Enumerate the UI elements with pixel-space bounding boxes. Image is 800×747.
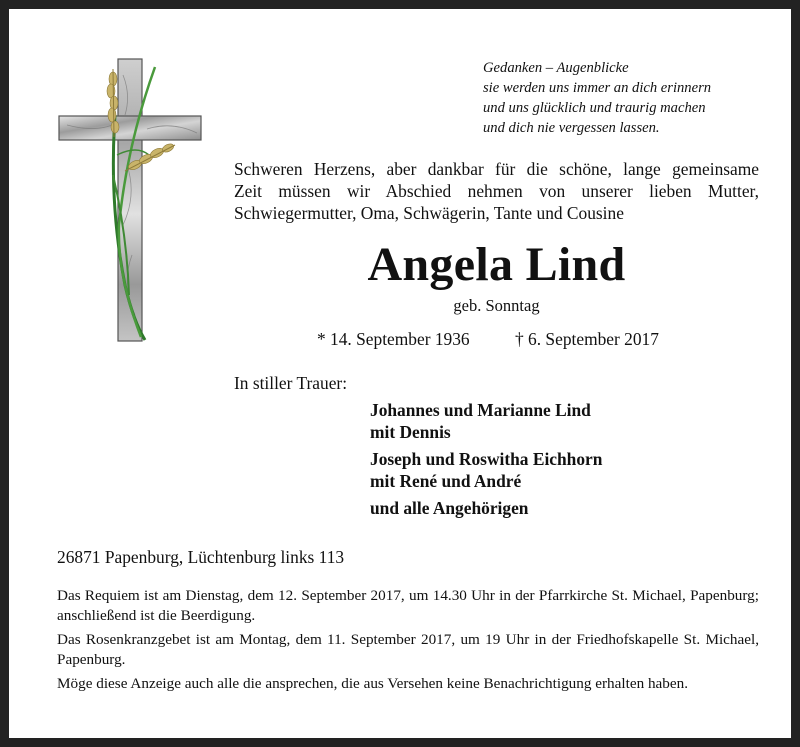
poem-line: und dich nie vergessen lassen. bbox=[483, 120, 660, 136]
mourner-line: mit René und André bbox=[370, 471, 522, 491]
birth-date: * 14. September 1936 bbox=[317, 329, 470, 349]
intro-text bbox=[234, 158, 759, 224]
poem-line: und uns glücklich und traurig machen bbox=[483, 100, 706, 116]
intro-line: Schweren Herzens, aber dankbar für die schöne, lange gemeinsame bbox=[234, 159, 759, 179]
mourner-group bbox=[370, 497, 602, 519]
mourner-group bbox=[370, 448, 602, 492]
mourning-label: In stiller Trauer: bbox=[234, 373, 348, 393]
poem bbox=[483, 58, 783, 138]
address: 26871 Papenburg, Lüchtenburg links 113 bbox=[57, 547, 345, 567]
mourner-line: Joseph und Roswitha Eichhorn bbox=[370, 449, 603, 469]
poem-line: Gedanken – Augenblicke bbox=[483, 60, 629, 76]
mourner-line: mit Dennis bbox=[370, 422, 451, 442]
notice-requiem: Das Requiem ist am Dienstag, dem 12. September 2017, um 14.30 Uhr in der Pfarrkirche St. Michael, Papenburg; anschließend ist die Beerdigung. bbox=[57, 587, 759, 624]
notice-rosary: Das Rosenkranzgebet ist am Montag, dem 11. September 2017, um 19 Uhr in der Friedhofskapelle St. Michael, Papenburg. bbox=[57, 631, 759, 668]
deceased-name: Angela Lind bbox=[367, 238, 626, 291]
mourner-line: und alle Angehörigen bbox=[370, 498, 529, 518]
notices bbox=[57, 586, 759, 699]
mourner-line: Johannes und Marianne Lind bbox=[370, 400, 591, 420]
intro-line: Schwiegermutter, Oma, Schwägerin, Tante und Cousine bbox=[234, 203, 624, 223]
marble-cross-with-wheat-icon bbox=[57, 55, 207, 345]
poem-line: sie werden uns immer an dich erinnern bbox=[483, 80, 712, 96]
notice-closing: Möge diese Anzeige auch alle die ansprechen, die aus Versehen keine Benachrichtigung erhalten haben. bbox=[57, 675, 689, 692]
maiden-name: geb. Sonntag bbox=[453, 296, 540, 315]
intro-line: Zeit müssen wir Abschied nehmen von unserer lieben Mutter, bbox=[234, 181, 759, 201]
mourners-list bbox=[370, 399, 602, 524]
mourner-group bbox=[370, 399, 602, 443]
death-date: † 6. September 2017 bbox=[515, 329, 659, 349]
